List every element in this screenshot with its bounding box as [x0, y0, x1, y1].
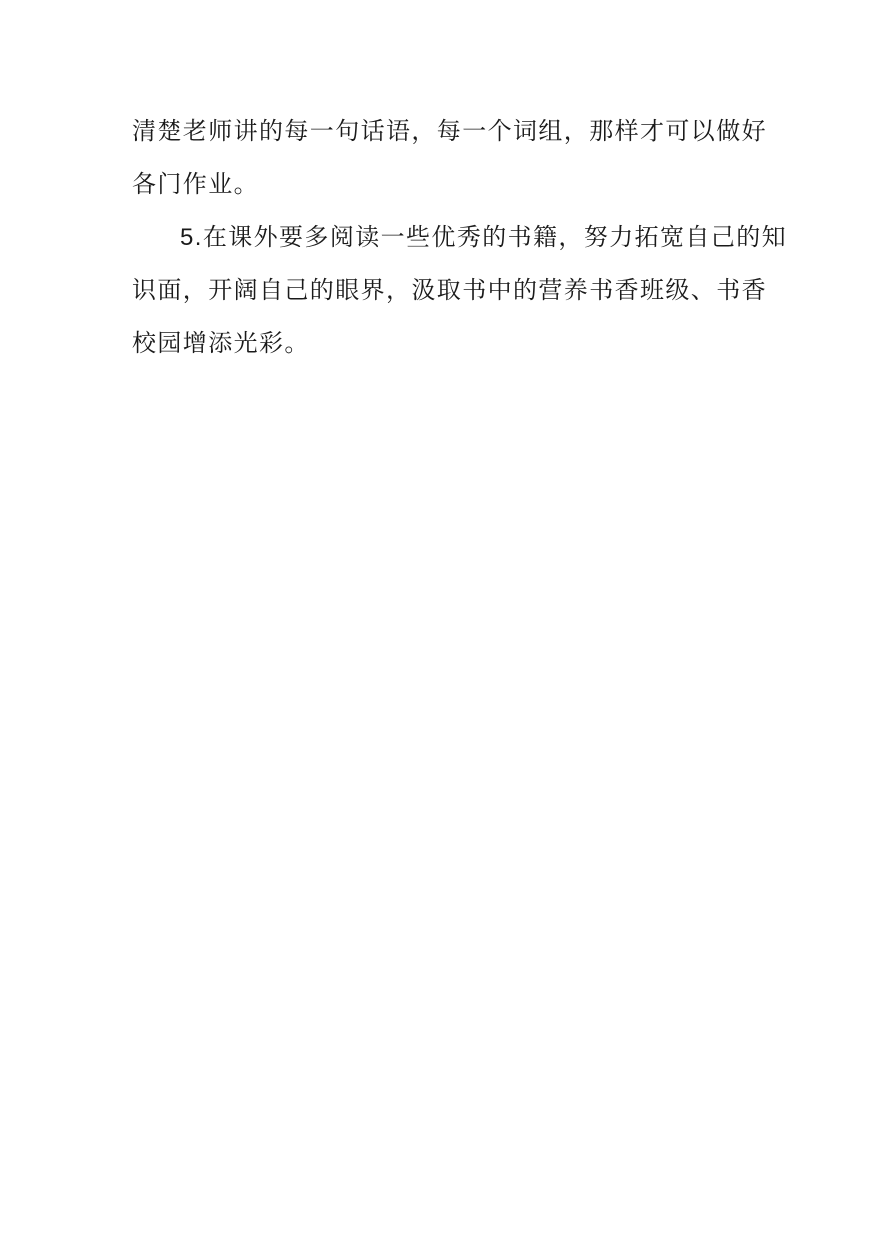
paragraph-1-line-1: 清楚老师讲的每一句话语，每一个词组，那样才可以做好	[132, 118, 767, 145]
text-block	[132, 105, 788, 370]
paragraph-1	[132, 105, 767, 211]
paragraph-2-line-3: 校园增添光彩。	[132, 330, 310, 357]
paragraph-1-line-2: 各门作业。	[132, 171, 259, 198]
paragraph-2	[132, 211, 788, 370]
paragraph-2-line-1: 5.在课外要多阅读一些优秀的书籍，努力拓宽自己的知	[180, 224, 788, 251]
paragraph-2-line-2: 识面，开阔自己的眼界，汲取书中的营养书香班级、书香	[132, 277, 767, 304]
